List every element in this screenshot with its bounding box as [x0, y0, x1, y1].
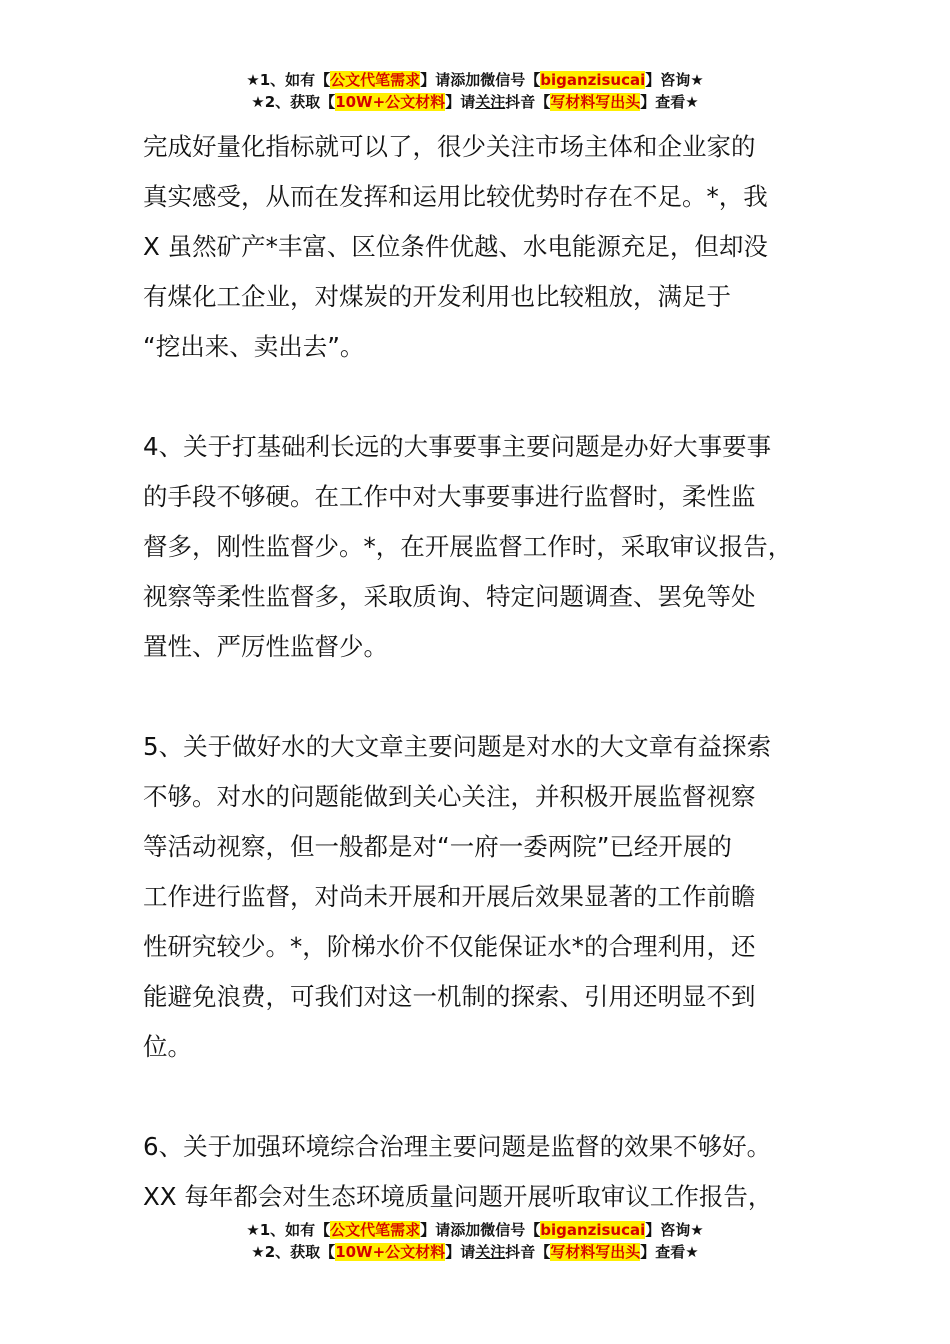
footer-banner-line-2 — [0, 1241, 950, 1263]
text-line: “挖出来、卖出去”。 — [143, 332, 365, 361]
highlight-wechat-id: biganzisucai — [540, 71, 646, 89]
banner-text: 】查看★ — [640, 1243, 699, 1261]
text-line: 4、关于打基础利长远的大事要事主要问题是办好大事要事 — [143, 432, 772, 461]
text-line: XX 每年都会对生态环境质量问题开展听取审议工作报告， — [143, 1182, 773, 1211]
footer-banner — [0, 1219, 950, 1263]
underlined-follow: 关注 — [475, 1243, 506, 1261]
highlight-account: 写材料写出头 — [550, 93, 641, 111]
paragraph-item-6 — [143, 1122, 843, 1222]
highlight-service: 公文代笔需求 — [330, 1221, 421, 1239]
banner-text: ★1、如有【 — [246, 1221, 331, 1239]
banner-text: 抖音【 — [505, 1243, 551, 1261]
text-line: 性研究较少。*，阶梯水价不仅能保证水*的合理利用，还 — [143, 932, 756, 961]
text-line: 等活动视察，但一般都是对“一府一委两院”已经开展的 — [143, 832, 732, 861]
paragraph-item-4 — [143, 422, 843, 672]
text-line: 有煤化工企业，对煤炭的开发利用也比较粗放，满足于 — [143, 282, 731, 311]
banner-text: 】咨询★ — [645, 71, 704, 89]
paragraph-item-5 — [143, 722, 843, 1072]
text-line: 完成好量化指标就可以了，很少关注市场主体和企业家的 — [143, 132, 756, 161]
highlight-materials: 10W+公文材料 — [335, 93, 446, 111]
text-line: 督多，刚性监督少。*，在开展监督工作时，采取审议报告， — [143, 532, 793, 561]
text-line: X 虽然矿产*丰富、区位条件优越、水电能源充足，但却没 — [143, 232, 768, 261]
highlight-materials: 10W+公文材料 — [335, 1243, 446, 1261]
text-line: 不够。对水的问题能做到关心关注，并积极开展监督视察 — [143, 782, 756, 811]
footer-banner-line-1 — [0, 1219, 950, 1241]
header-banner-line-1 — [0, 69, 950, 91]
text-line: 工作进行监督，对尚未开展和开展后效果显著的工作前瞻 — [143, 882, 756, 911]
banner-text: ★2、获取【 — [251, 1243, 336, 1261]
banner-text: 】查看★ — [640, 93, 699, 111]
banner-text: 】请 — [445, 93, 476, 111]
header-banner-line-2 — [0, 91, 950, 113]
banner-text: 】咨询★ — [645, 1221, 704, 1239]
text-line: 的手段不够硬。在工作中对大事要事进行监督时，柔性监 — [143, 482, 756, 511]
banner-text: 】请添加微信号【 — [420, 1221, 541, 1239]
text-line: 6、关于加强环境综合治理主要问题是监督的效果不够好。 — [143, 1132, 772, 1161]
text-line: 视察等柔性监督多，采取质询、特定问题调查、罢免等处 — [143, 582, 756, 611]
banner-text: ★1、如有【 — [246, 71, 331, 89]
banner-text: 】请 — [445, 1243, 476, 1261]
banner-text: 】请添加微信号【 — [420, 71, 541, 89]
paragraph-continuation — [143, 122, 843, 372]
highlight-service: 公文代笔需求 — [330, 71, 421, 89]
highlight-account: 写材料写出头 — [550, 1243, 641, 1261]
underlined-follow: 关注 — [475, 93, 506, 111]
text-line: 能避免浪费，可我们对这一机制的探索、引用还明显不到 — [143, 982, 756, 1011]
text-line: 真实感受，从而在发挥和运用比较优势时存在不足。*，我 — [143, 182, 768, 211]
text-line: 5、关于做好水的大文章主要问题是对水的大文章有益探索 — [143, 732, 772, 761]
document-body — [143, 122, 843, 1222]
header-banner — [0, 69, 950, 113]
banner-text: ★2、获取【 — [251, 93, 336, 111]
banner-text: 抖音【 — [505, 93, 551, 111]
text-line: 位。 — [143, 1032, 192, 1061]
highlight-wechat-id: biganzisucai — [540, 1221, 646, 1239]
text-line: 置性、严厉性监督少。 — [143, 632, 388, 661]
